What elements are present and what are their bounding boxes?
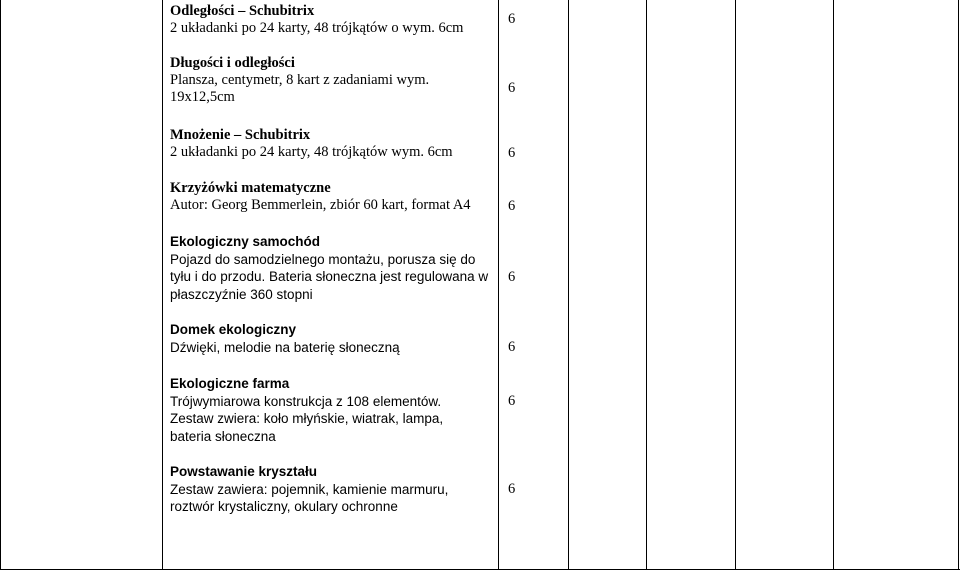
product-description: Pojazd do samodzielnego montażu, porusza się do tyłu i do przodu. Bateria słoneczna jest regulowana w płaszczyźnie 360 stopni: [170, 251, 489, 302]
column-border: [162, 0, 163, 569]
product-description: Trójwymiarowa konstrukcja z 108 elementów. Zestaw zwiera: koło młyńskie, wiatrak, lampa, bateria słoneczna: [170, 393, 444, 444]
product-entry: [170, 55, 495, 106]
column-border: [568, 0, 569, 569]
product-quantity: 6: [508, 80, 516, 96]
product-description: Dźwięki, melodie na baterię słoneczną: [170, 339, 400, 355]
product-entry: [170, 321, 495, 356]
product-description: Autor: Georg Bemmerlein, zbiór 60 kart, format A4: [170, 197, 471, 213]
column-border: [646, 0, 647, 569]
product-entry: [170, 463, 475, 516]
product-entry: [170, 375, 475, 445]
product-description: 2 układanki po 24 karty, 48 trójkątów o wym. 6cm: [170, 20, 464, 36]
product-entry: [170, 180, 495, 214]
product-title: Mnożenie – Schubitrix: [170, 127, 311, 143]
product-title: Krzyżówki matematyczne: [170, 180, 331, 196]
product-quantity: 6: [508, 198, 516, 214]
column-border: [958, 0, 959, 569]
column-border: [498, 0, 499, 569]
column-border: [833, 0, 834, 569]
product-entry: [170, 233, 495, 303]
product-title: Ekologiczny samochód: [170, 234, 321, 249]
product-title: Ekologiczne farma: [170, 376, 290, 391]
product-title: Domek ekologiczny: [170, 322, 297, 337]
product-description: Plansza, centymetr, 8 kart z zadaniami wym. 19x12,5cm: [170, 72, 430, 105]
product-entry: [170, 3, 495, 37]
bottom-border: [0, 569, 960, 570]
product-quantity: 6: [508, 11, 516, 27]
product-quantity: 6: [508, 145, 516, 161]
product-title: Powstawanie kryształu: [170, 464, 318, 479]
product-title: Odległości – Schubitrix: [170, 3, 315, 19]
product-quantity: 6: [508, 339, 516, 355]
product-quantity: 6: [508, 393, 516, 409]
product-quantity: 6: [508, 269, 516, 285]
column-border: [735, 0, 736, 569]
column-border: [0, 0, 1, 569]
product-entry: [170, 127, 495, 161]
product-title: Długości i odległości: [170, 55, 295, 71]
product-description: Zestaw zawiera: pojemnik, kamienie marmuru, roztwór krystaliczny, okulary ochronne: [170, 481, 449, 514]
product-description: 2 układanki po 24 karty, 48 trójkątów wym. 6cm: [170, 144, 453, 160]
product-quantity: 6: [508, 481, 516, 497]
